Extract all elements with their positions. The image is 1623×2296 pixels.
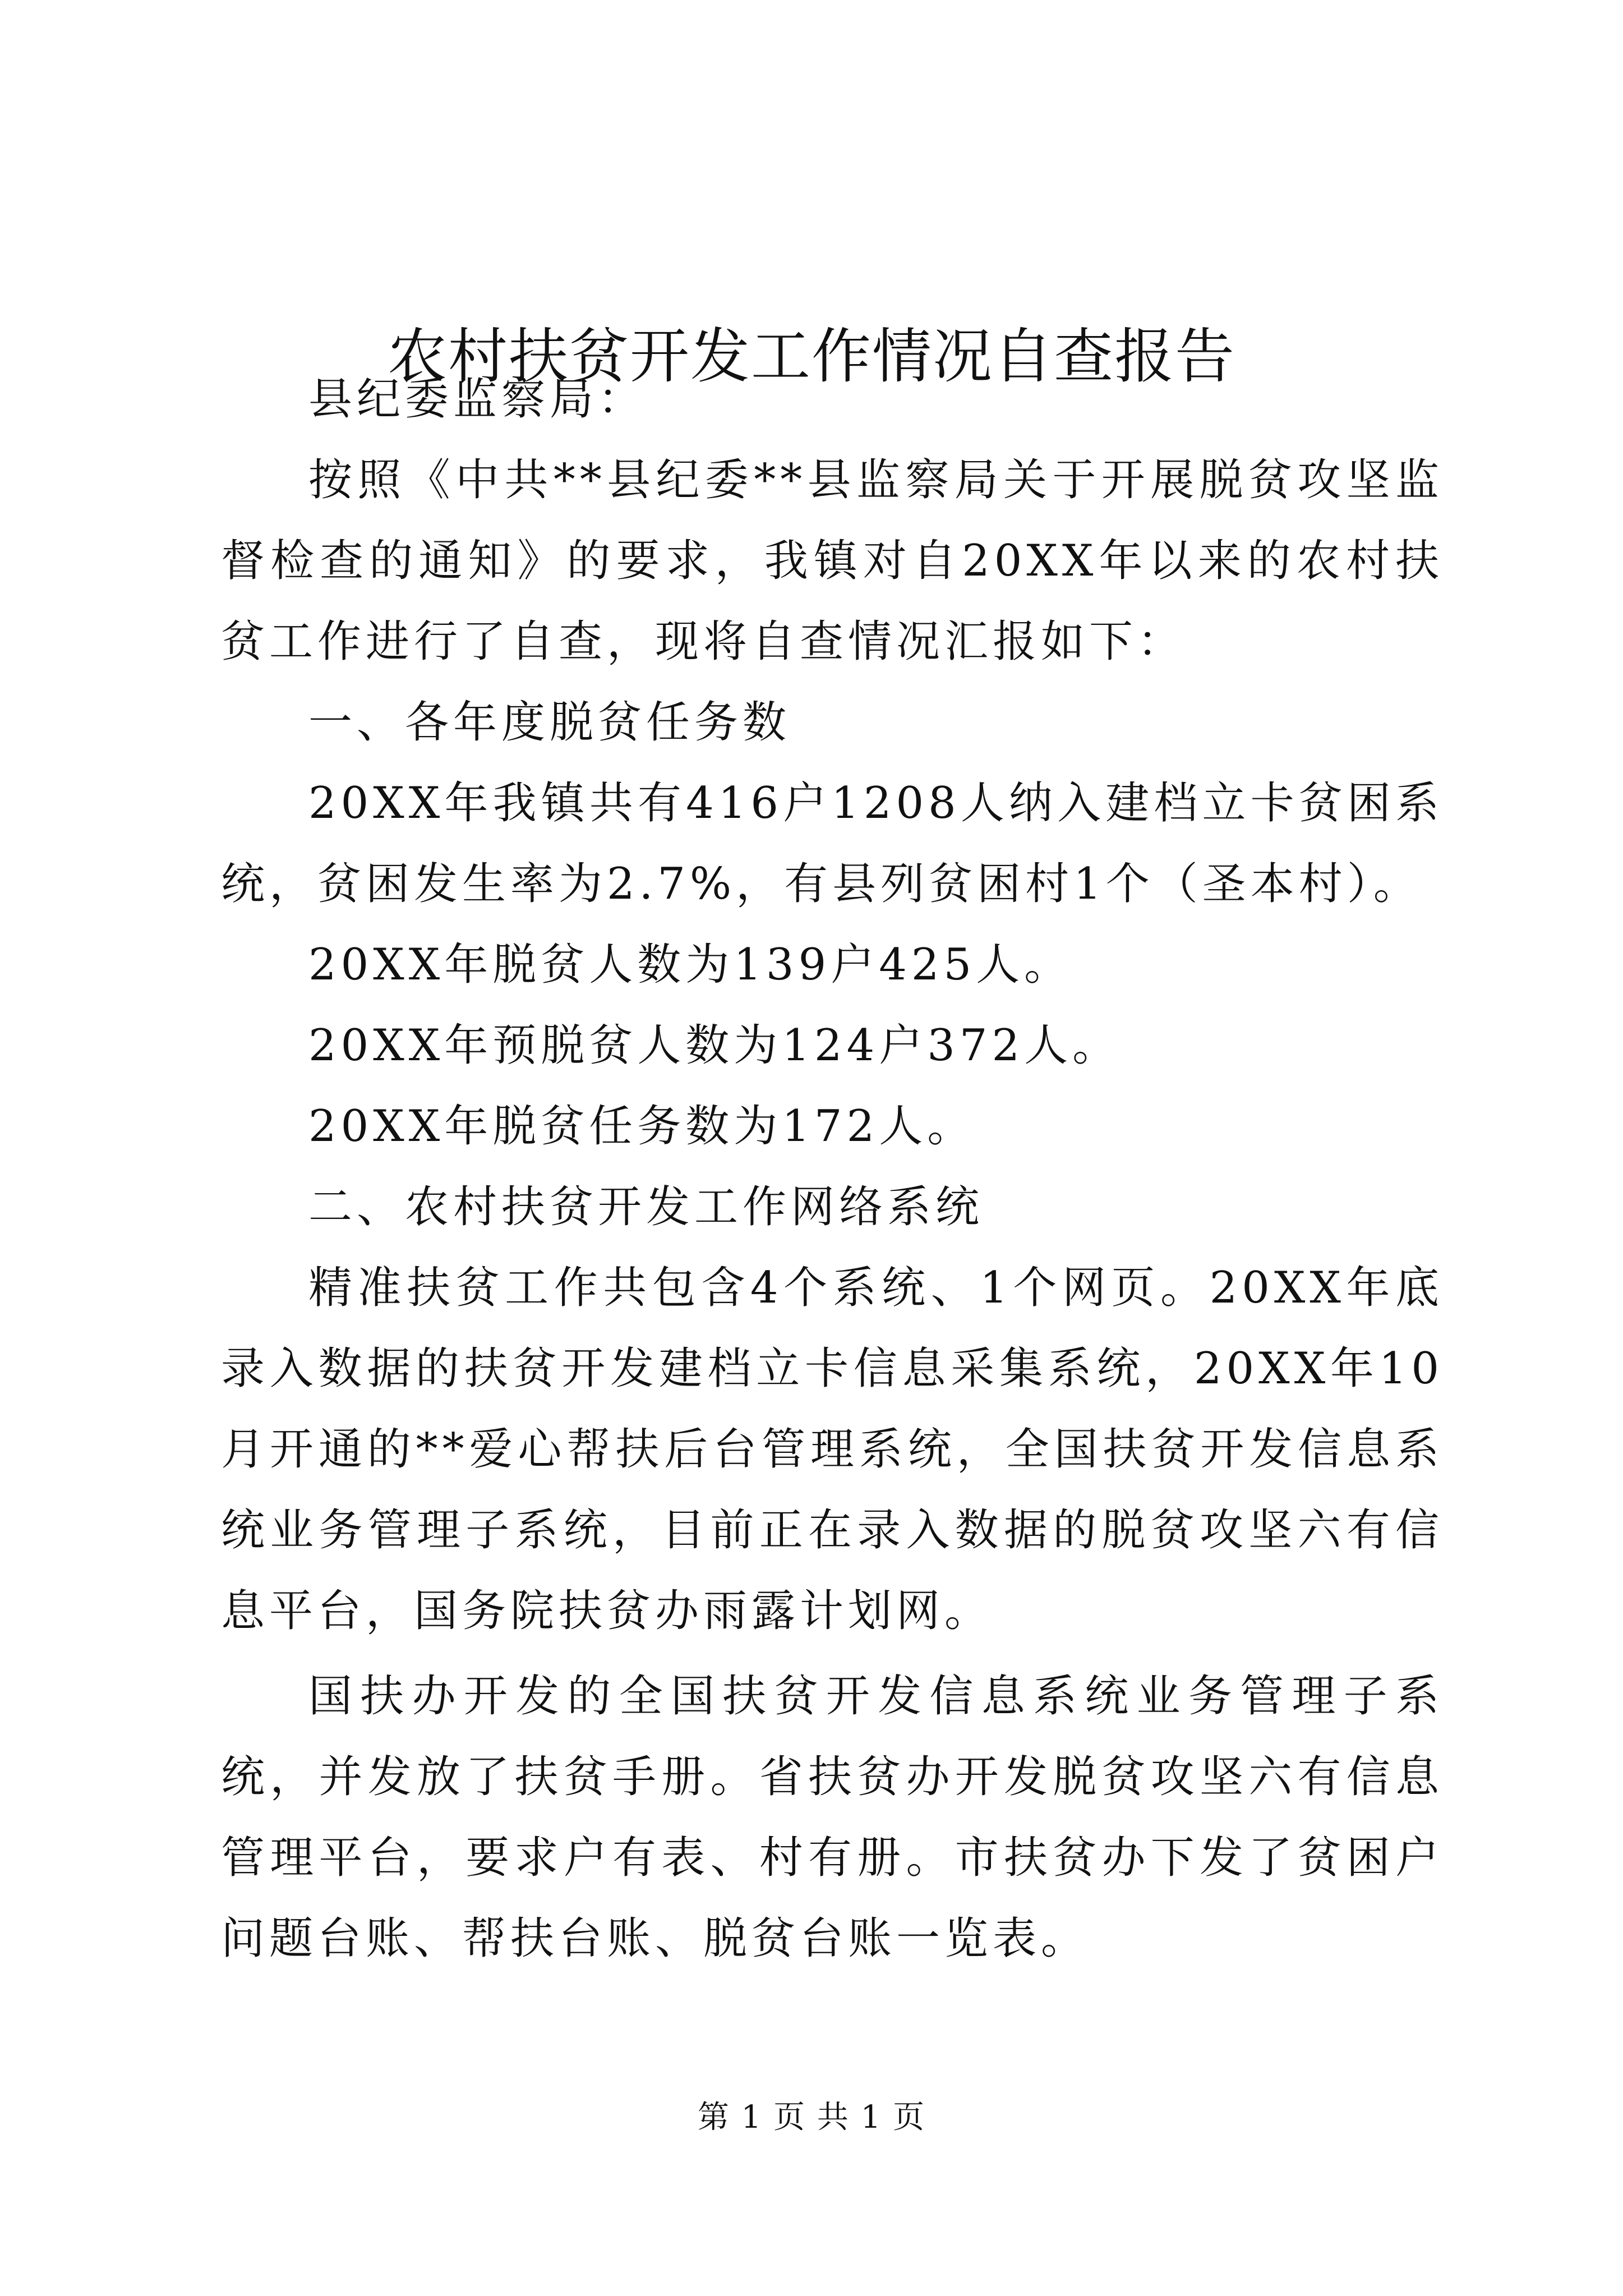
document-title: 农村扶贫开发工作情况自查报告 xyxy=(388,322,1235,392)
paragraph-relief-task-count: 20XX年脱贫任务数为172人。 xyxy=(308,1101,976,1152)
paragraph-network-systems: 精准扶贫工作共包含4个系统、1个网页。20XX年底录入数据的扶贫开发建档立卡信息采集系统，20XX年10月开通的**爱心帮扶后台管理系统，全国扶贫开发信息系统业务管理子系统，目前正在录入数据的脱贫攻坚六有信息平台，国务院扶贫办雨露计划网。 xyxy=(221,1263,1444,1636)
section-heading-2: 二、农村扶贫开发工作网络系统 xyxy=(308,1182,984,1232)
document-body xyxy=(221,359,1444,1979)
paragraph-households: 20XX年我镇共有416户1208人纳入建档立卡贫困系统，贫困发生率为2.7%，有县列贫困村1个（圣本村）。 xyxy=(221,778,1444,909)
paragraph-expected-relief-count: 20XX年预脱贫人数为124户372人。 xyxy=(308,1020,1121,1071)
section-heading-1: 一、各年度脱贫任务数 xyxy=(308,697,791,748)
paragraph-intro: 按照《中共**县纪委**县监察局关于开展脱贫攻坚监督检查的通知》的要求，我镇对自20XX年以来的农村扶贫工作进行了自查，现将自查情况汇报如下： xyxy=(221,455,1444,667)
paragraph-management-platforms: 国扶办开发的全国扶贫开发信息系统业务管理子系统，并发放了扶贫手册。省扶贫办开发脱贫攻坚六有信息管理平台，要求户有表、村有册。市扶贫办下发了贫困户问题台账、帮扶台账、脱贫台账一览表。 xyxy=(221,1671,1444,1964)
paragraph-poverty-relief-count: 20XX年脱贫人数为139户425人。 xyxy=(308,940,1073,990)
page-footer: 第 1 页 共 1 页 xyxy=(697,2099,926,2136)
salutation: 县纪委监察局： xyxy=(308,374,647,425)
